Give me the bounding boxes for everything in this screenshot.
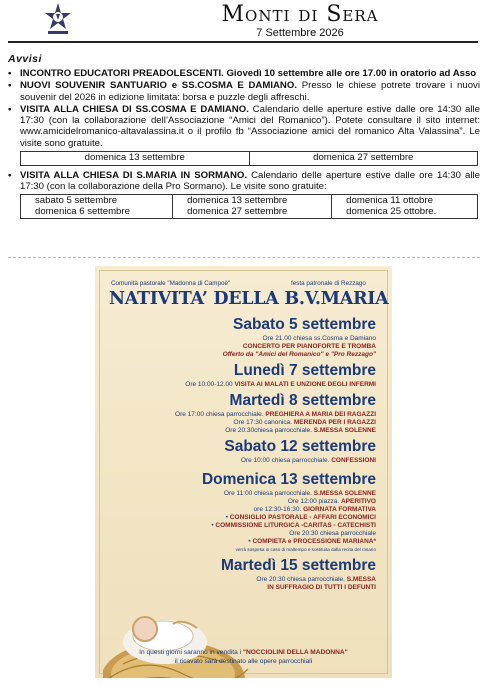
event-time: Ore 10:00 chiesa parrocchiale.	[240, 457, 332, 464]
event-time: Ore 17:30 canonica.	[233, 419, 294, 426]
day-heading: Lunedì 7 settembre	[233, 362, 376, 379]
event-time: Ore 20:30chiesa parrocchiale.	[225, 427, 314, 434]
day-heading: Sabato 12 settembre	[224, 438, 376, 455]
notice-list	[8, 68, 480, 223]
notice-item	[8, 68, 480, 79]
event-time: •	[211, 522, 216, 529]
event-line	[234, 419, 376, 426]
sormano-dates-table	[20, 194, 478, 219]
poster-festa: festa patronale di Rezzago	[291, 280, 366, 287]
event-title: COMPIETA e PROCESSIONE MARIANA*	[252, 538, 376, 545]
event-line	[224, 490, 376, 497]
poster-community: Comunità pastorale "Madonna di Campoè"	[111, 280, 231, 287]
date-text: domenica 11 ottobre	[346, 195, 433, 207]
event-line	[288, 498, 376, 505]
date-cell	[332, 195, 478, 219]
date-cell	[21, 195, 173, 219]
event-line	[263, 335, 376, 342]
event-title: PREGHIERA A MARIA DEI RAGAZZI	[265, 411, 376, 418]
notice-item	[8, 170, 480, 193]
event-line	[241, 457, 376, 464]
date-text: domenica 6 settembre	[35, 205, 130, 217]
event-title: Offerto da "Amici del Romanico" e "Pro Rezzago"	[222, 351, 376, 358]
notice-text: Calendario delle aperture estive dalle ore 14:30 alle 17:30 (con la collaborazione della Pro Sormano). Le visite sono gratuite:	[20, 169, 480, 192]
notice-heading: NUOVI SOUVENIR SANTUARIO e SS.COSMA E DAMIANO.	[20, 80, 297, 92]
event-line	[211, 522, 376, 529]
event-title: APERITIVO	[340, 498, 376, 505]
event-time: •	[225, 514, 230, 521]
bullet-icon: •	[8, 68, 12, 79]
event-time: Ore 12:00 piazza.	[287, 498, 341, 505]
issue-date: 7 Settembre 2026	[256, 27, 344, 39]
event-time: Ore 11:00 chiesa parrocchiale.	[223, 490, 314, 497]
notice-text: Presso le chiese potrete trovare i nuovi souvenir del 2026 in edizione limitata: borsa e puzzle degli affreschi.	[20, 80, 480, 103]
event-line	[267, 584, 376, 591]
event-time: Ore 17:00 chiesa parrocchiale.	[175, 411, 266, 418]
bullet-icon: •	[8, 103, 12, 115]
header-rule	[8, 41, 478, 43]
notice-item	[8, 80, 480, 103]
date-cell: domenica 13 settembre	[21, 152, 250, 166]
event-title: S.MESSA SOLENNE	[313, 427, 376, 434]
section-title-avvisi: Avvisi	[8, 53, 42, 65]
day-heading: Martedì 8 settembre	[229, 392, 376, 409]
event-time: Ore 20:30 chiesa parrocchiale.	[256, 576, 347, 583]
event-line	[175, 411, 376, 418]
festival-poster	[95, 266, 392, 678]
notice-heading: VISITA ALLA CHIESA DI S.MARIA IN SORMANO.	[20, 169, 248, 181]
event-time: Ore 20:30 chiesa parrocchiale	[289, 530, 376, 537]
event-time: Ore 10:00-12.00	[185, 381, 235, 388]
event-note-text: verrà sospesa in caso di maltempo e sostituita dalla recita del rosario	[235, 547, 376, 552]
day-heading: Sabato 5 settembre	[233, 316, 376, 333]
event-title: VISITA AI MALATI E UNZIONE DEGLI INFERMI	[234, 381, 376, 388]
date-text: domenica 27 settembre	[187, 205, 288, 217]
page-title: Monti di Sera	[221, 2, 379, 27]
event-title: GIORNATA FORMATIVA	[303, 506, 376, 513]
parish-logo	[44, 2, 72, 36]
date-text: domenica 25 ottobre.	[346, 205, 437, 217]
poster-footer	[95, 649, 392, 656]
event-line	[256, 576, 376, 583]
event-title: MERENDA PER I RAGAZZI	[293, 419, 376, 426]
date-text: sabato 5 settembre	[35, 195, 118, 207]
cosma-dates-table	[20, 151, 478, 166]
event-line	[226, 514, 376, 521]
notice-item	[8, 104, 480, 149]
event-line	[225, 427, 376, 434]
event-line	[289, 530, 376, 537]
event-line	[248, 538, 376, 545]
bullet-icon: •	[8, 169, 12, 181]
event-title: IN SUFFRAGIO DI TUTTI I DEFUNTI	[267, 584, 376, 591]
date-cell	[173, 195, 332, 219]
event-title: S.MESSA SOLENNE	[313, 490, 376, 497]
event-title: CONSIGLIO PASTORALE - AFFARI ECONOMICI	[229, 514, 376, 521]
event-title: S.MESSA	[346, 576, 376, 583]
event-time: ore 12:30-16:30.	[253, 506, 304, 513]
event-note	[236, 547, 376, 552]
masthead	[0, 0, 485, 44]
poster-title: NATIVITA’ DELLA B.V.MARIA	[109, 289, 389, 309]
event-time: Ore 21.00 chiesa ss.Cosma e Damiano	[262, 335, 376, 342]
event-line	[254, 506, 376, 513]
footer-text: In questi giorni saranno in vendita i	[139, 649, 243, 656]
notice-heading: VISITA ALLA CHIESA DI SS.COSMA E DAMIANO.	[20, 103, 249, 115]
day-heading: Domenica 13 settembre	[201, 471, 376, 488]
footer-highlight: "NOCCIOLINI DELLA MADONNA"	[242, 649, 348, 656]
notice-heading: INCONTRO EDUCATORI PREADOLESCENTI. Giovedì 10 settembre alle ore 17.00 in oratorio ad Asso	[20, 68, 477, 79]
event-line	[185, 381, 376, 388]
date-text: domenica 13 settembre	[187, 195, 288, 207]
event-time: •	[248, 538, 253, 545]
bullet-icon: •	[8, 80, 12, 92]
event-title: COMMISSIONE LITURGICA -CARITAS - CATECHISTI	[215, 522, 376, 529]
event-line	[243, 343, 376, 350]
event-line	[223, 351, 376, 358]
poster-footer-note: il ricavato sarà destinato alle opere parrocchiali	[174, 658, 313, 665]
event-title: CONCERTO PER PIANOFORTE E TROMBA	[242, 343, 376, 350]
event-title: CONFESSIONI	[331, 457, 376, 464]
date-cell: domenica 27 settembre	[249, 152, 478, 166]
section-divider	[8, 257, 480, 258]
day-heading: Martedì 15 settembre	[220, 557, 376, 574]
notice-text: Calendario delle aperture estive dalle ore 14:30 alle 17:30 (con la collaborazione dell’Associazione “Amici del Romanico”). Potete consultare il sito internet: www.amicidelromanico-altavalassina.it o il profilo fb “Associazione amici del romanico Alta Valassina”. Le visite sono gratuite.	[20, 103, 480, 149]
